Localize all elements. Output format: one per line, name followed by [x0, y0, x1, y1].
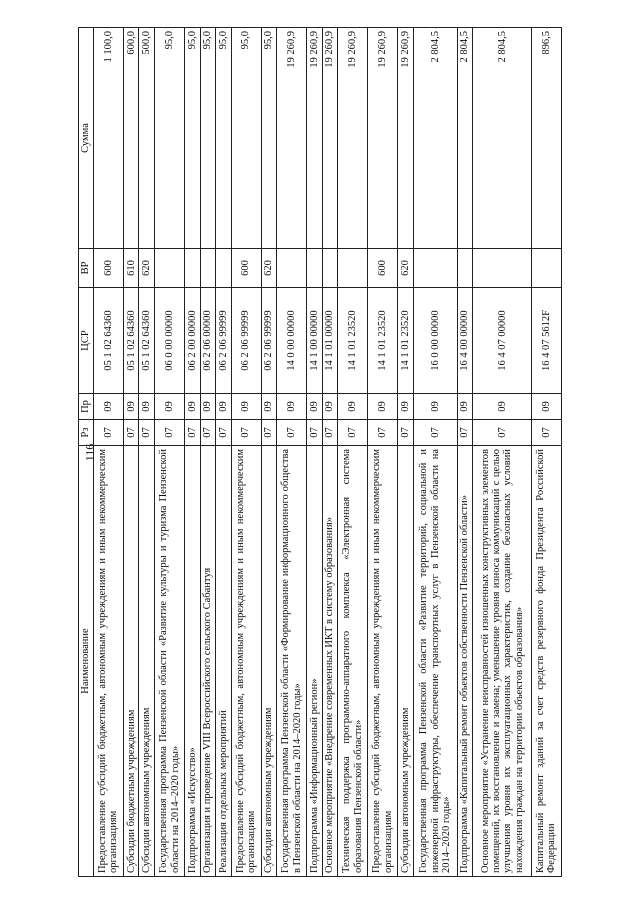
cell-name: Реализация отдельных мероприятий	[216, 446, 232, 877]
cell-rz: 07	[322, 420, 338, 446]
table-row	[413, 28, 457, 877]
cell-sum: 19 260,9	[338, 28, 368, 249]
table-row	[473, 28, 532, 877]
cell-csr: 14 1 01 23520	[368, 288, 398, 394]
header-rz: Рз	[79, 420, 94, 446]
cell-vr	[473, 249, 532, 288]
cell-name: Подпрограмма «Капитальный ремонт объектов собственности Пензенской области»	[457, 446, 473, 877]
cell-vr	[216, 249, 232, 288]
cell-csr: 06 2 00 00000	[184, 288, 200, 394]
cell-pr: 09	[457, 394, 473, 420]
cell-csr: 14 0 00 00000	[277, 288, 307, 394]
cell-vr	[322, 249, 338, 288]
cell-pr: 09	[123, 394, 139, 420]
cell-pr: 09	[368, 394, 398, 420]
cell-sum: 95,0	[200, 28, 216, 249]
cell-rz: 07	[94, 420, 124, 446]
cell-pr: 09	[307, 394, 323, 420]
cell-pr: 09	[398, 394, 414, 420]
cell-csr: 06 0 00 00000	[155, 288, 185, 394]
cell-sum: 2 804,5	[413, 28, 457, 249]
cell-rz: 07	[261, 420, 277, 446]
table-header-row	[79, 28, 94, 877]
cell-rz: 07	[277, 420, 307, 446]
cell-name: Предоставление субсидий бюджетным, автономным учреждениям и иным некоммерческим организациям	[231, 446, 261, 877]
cell-pr: 09	[473, 394, 532, 420]
cell-vr	[457, 249, 473, 288]
cell-name: Субсидии автономным учреждениям	[139, 446, 155, 877]
cell-rz: 07	[473, 420, 532, 446]
cell-rz: 07	[216, 420, 232, 446]
header-csr: ЦСР	[79, 288, 94, 394]
cell-name: Предоставление субсидий бюджетным, автономным учреждениям и иным некоммерческим организациям	[368, 446, 398, 877]
cell-rz: 07	[307, 420, 323, 446]
cell-rz: 07	[139, 420, 155, 446]
cell-vr	[184, 249, 200, 288]
cell-csr: 06 2 06 99999	[231, 288, 261, 394]
cell-pr: 09	[231, 394, 261, 420]
cell-sum: 19 260,9	[368, 28, 398, 249]
cell-csr: 16 4 07 5612F	[531, 288, 561, 394]
cell-csr: 06 2 06 00000	[200, 288, 216, 394]
cell-pr: 09	[184, 394, 200, 420]
cell-vr: 600	[94, 249, 124, 288]
cell-vr	[338, 249, 368, 288]
cell-pr: 09	[139, 394, 155, 420]
cell-sum: 19 260,9	[398, 28, 414, 249]
cell-sum: 95,0	[261, 28, 277, 249]
cell-rz: 07	[338, 420, 368, 446]
cell-rz: 07	[231, 420, 261, 446]
cell-csr: 06 2 06 99999	[216, 288, 232, 394]
header-pr: Пр	[79, 394, 94, 420]
cell-csr: 16 4 07 00000	[473, 288, 532, 394]
cell-name: Субсидии автономным учреждениям	[261, 446, 277, 877]
cell-name: Основное мероприятие «Устранение неисправностей изношенных конструктивных элементов помещений, их восстановление и замена; уменьшение уровня износа коммуникаций с целью улучшения уровня их эксплуатационных характеристик, создание безопасных условий нахождения граждан на территории объектов образования»	[473, 446, 532, 877]
cell-sum: 95,0	[231, 28, 261, 249]
cell-name: Подпрограмма «Искусство»	[184, 446, 200, 877]
table-row	[338, 28, 368, 877]
table-row	[139, 28, 155, 877]
cell-csr: 16 0 00 00000	[413, 288, 457, 394]
cell-rz: 07	[155, 420, 185, 446]
cell-pr: 09	[261, 394, 277, 420]
cell-pr: 09	[200, 394, 216, 420]
cell-vr	[200, 249, 216, 288]
cell-vr: 600	[368, 249, 398, 288]
cell-name: Подпрограмма «Информационный регион»	[307, 446, 323, 877]
cell-csr: 16 4 00 00000	[457, 288, 473, 394]
cell-vr	[277, 249, 307, 288]
cell-rz: 07	[368, 420, 398, 446]
cell-sum: 2 804,5	[473, 28, 532, 249]
cell-name: Государственная программа Пензенской области «Формирование информационного общества в Пензенской области на 2014–2020 годы»	[277, 446, 307, 877]
cell-sum: 19 260,9	[307, 28, 323, 249]
cell-vr: 620	[261, 249, 277, 288]
cell-sum: 95,0	[184, 28, 200, 249]
cell-csr: 05 1 02 64360	[139, 288, 155, 394]
table-row	[277, 28, 307, 877]
table-row	[398, 28, 414, 877]
cell-csr: 06 2 06 99999	[261, 288, 277, 394]
cell-vr	[531, 249, 561, 288]
cell-name: Субсидии автономным учреждениям	[398, 446, 414, 877]
page-number-text: 116	[82, 443, 97, 462]
cell-pr: 09	[155, 394, 185, 420]
cell-sum: 600,0	[123, 28, 139, 249]
cell-name: Основное мероприятие «Внедрение современных ИКТ в систему образования»	[322, 446, 338, 877]
table-row	[155, 28, 185, 877]
header-name: Наименование	[79, 446, 94, 877]
table-row	[123, 28, 139, 877]
cell-vr	[155, 249, 185, 288]
cell-pr: 09	[338, 394, 368, 420]
header-vr: ВР	[79, 249, 94, 288]
cell-csr: 05 1 02 64360	[123, 288, 139, 394]
cell-vr: 600	[231, 249, 261, 288]
cell-sum: 2 804,5	[457, 28, 473, 249]
cell-name: Предоставление субсидий бюджетным, автономным учреждениям и иным некоммерческим организациям	[94, 446, 124, 877]
cell-csr: 14 1 01 23520	[338, 288, 368, 394]
cell-pr: 09	[531, 394, 561, 420]
cell-sum: 19 260,9	[322, 28, 338, 249]
cell-rz: 07	[184, 420, 200, 446]
cell-vr: 620	[398, 249, 414, 288]
cell-vr: 610	[123, 249, 139, 288]
cell-rz: 07	[413, 420, 457, 446]
header-sum: Сумма	[79, 28, 94, 249]
cell-sum: 500,0	[139, 28, 155, 249]
cell-name: Государственная программа Пензенской области «Развитие культуры и туризма Пензенской области на 2014–2020 годы»	[155, 446, 185, 877]
table-row	[184, 28, 200, 877]
table-row	[457, 28, 473, 877]
table-row	[261, 28, 277, 877]
cell-sum: 95,0	[216, 28, 232, 249]
cell-vr	[413, 249, 457, 288]
cell-csr: 14 1 01 23520	[398, 288, 414, 394]
table-row	[216, 28, 232, 877]
cell-vr	[307, 249, 323, 288]
table-row	[94, 28, 124, 877]
cell-rz: 07	[398, 420, 414, 446]
cell-csr: 14 1 00 00000	[307, 288, 323, 394]
budget-table	[78, 27, 562, 877]
cell-name: Субсидии бюджетным учреждениям	[123, 446, 139, 877]
cell-name: Организация и проведение VIII Всероссийского сельского Сабантуя	[200, 446, 216, 877]
budget-table-container	[78, 28, 562, 877]
table-row	[200, 28, 216, 877]
table-body	[94, 28, 562, 877]
cell-pr: 09	[216, 394, 232, 420]
cell-sum: 896,5	[531, 28, 561, 249]
table-row	[531, 28, 561, 877]
cell-sum: 95,0	[155, 28, 185, 249]
cell-rz: 07	[123, 420, 139, 446]
table-row	[231, 28, 261, 877]
cell-pr: 09	[277, 394, 307, 420]
cell-name: Государственная программа Пензенской области «Развитие территорий, социальной и инженерной инфраструктуры, обеспечение транспортных услуг в Пензенской области на 2014–2020 годы»	[413, 446, 457, 877]
cell-pr: 09	[94, 394, 124, 420]
cell-csr: 05 1 02 64360	[94, 288, 124, 394]
cell-pr: 09	[322, 394, 338, 420]
cell-name: Техническая поддержка программно-аппаратного комплекса «Электронная система образования Пензенской области»	[338, 446, 368, 877]
cell-pr: 09	[413, 394, 457, 420]
cell-csr: 14 1 01 00000	[322, 288, 338, 394]
cell-sum: 1 100,0	[94, 28, 124, 249]
cell-rz: 07	[457, 420, 473, 446]
cell-vr: 620	[139, 249, 155, 288]
cell-rz: 07	[531, 420, 561, 446]
table-row	[307, 28, 323, 877]
cell-rz: 07	[200, 420, 216, 446]
table-row	[368, 28, 398, 877]
cell-name: Капитальный ремонт зданий за счет средств резервного фонда Президента Российской Федерации	[531, 446, 561, 877]
cell-sum: 19 260,9	[277, 28, 307, 249]
table-row	[322, 28, 338, 877]
